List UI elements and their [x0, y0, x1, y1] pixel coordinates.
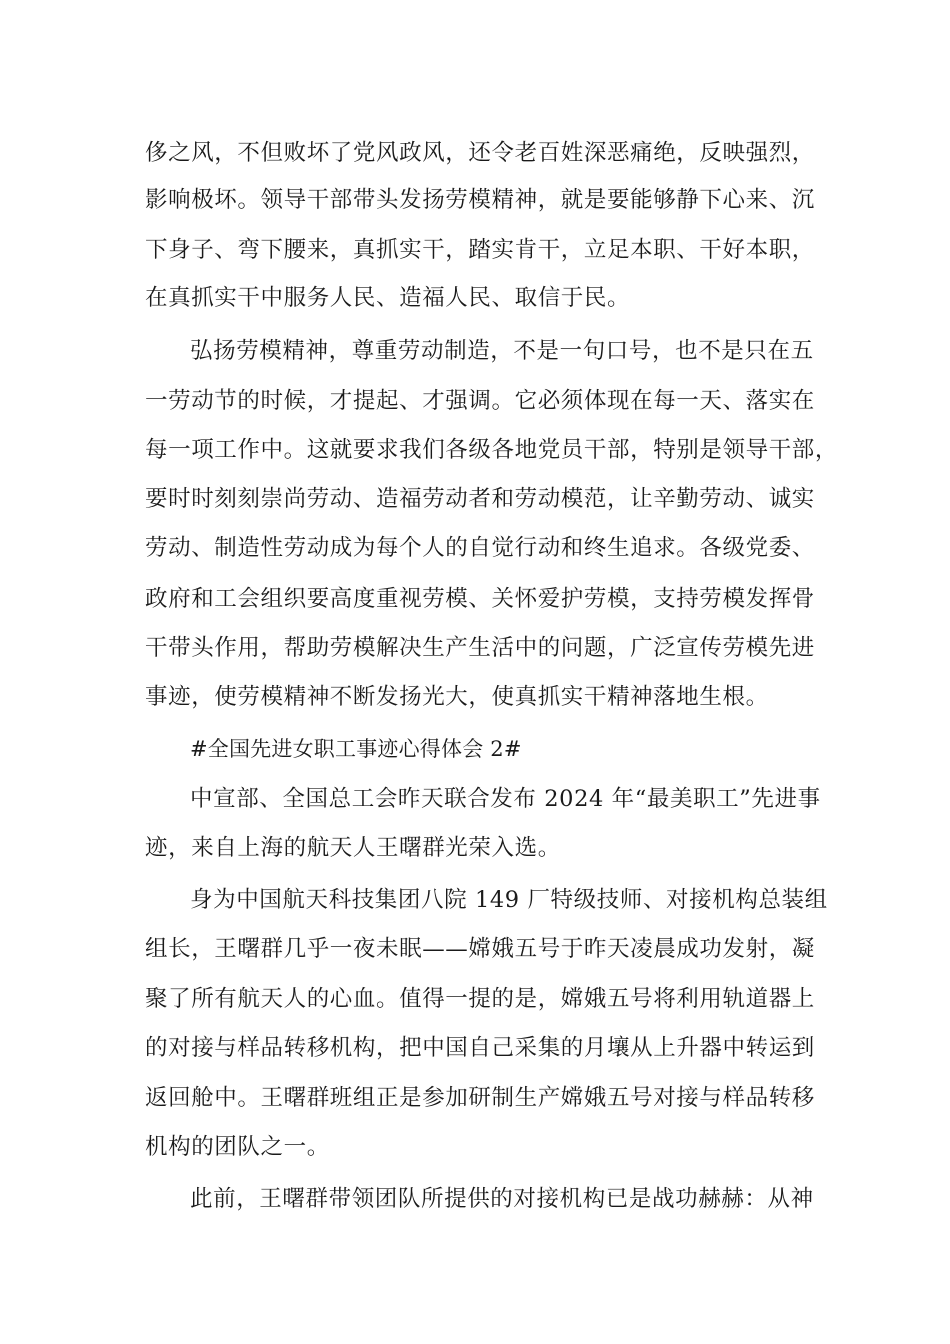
paragraph-4-line-2: 组长，王曙群几乎一夜未眠——嫦娥五号于昨天凌晨成功发射，凝	[145, 936, 815, 962]
paragraph-4-line-5: 返回舱中。王曙群班组正是参加研制生产嫦娥五号对接与样品转移	[145, 1085, 815, 1111]
paragraph-1-line-2: 影响极坏。领导干部带头发扬劳模精神，就是要能够静下心来、沉	[145, 187, 815, 213]
paragraph-2-line-3: 每一项工作中。这就要求我们各级各地党员干部，特别是领导干部，	[145, 437, 839, 463]
paragraph-1-line-3: 下身子、弯下腰来，真抓实干，踏实肯干，立足本职、干好本职，	[145, 237, 815, 263]
paragraph-1-line-1: 侈之风，不但败坏了党风政风，还令老百姓深恶痛绝，反映强烈，	[145, 140, 815, 166]
paragraph-2-line-2: 一劳动节的时候，才提起、才强调。它必须体现在每一天、落实在	[145, 388, 815, 414]
paragraph-2-line-6: 政府和工会组织要高度重视劳模、关怀爱护劳模，支持劳模发挥骨	[145, 586, 815, 612]
paragraph-3-line-2: 迹，来自上海的航天人王曙群光荣入选。	[145, 835, 561, 861]
paragraph-4-line-6: 机构的团队之一。	[145, 1134, 330, 1160]
paragraph-3-line-1: 中宣部、全国总工会昨天联合发布 2024 年“最美职工”先进事	[190, 786, 821, 812]
paragraph-2-line-5: 劳动、制造性劳动成为每个人的自觉行动和终生追求。各级党委、	[145, 535, 815, 561]
paragraph-5-line-1: 此前，王曙群带领团队所提供的对接机构已是战功赫赫：从神	[190, 1186, 814, 1212]
paragraph-1-line-4: 在真抓实干中服务人民、造福人民、取信于民。	[145, 285, 631, 311]
paragraph-2-line-1: 弘扬劳模精神，尊重劳动制造，不是一句口号，也不是只在五	[190, 338, 814, 364]
paragraph-2-line-4: 要时时刻刻崇尚劳动、造福劳动者和劳动模范，让辛勤劳动、诚实	[145, 486, 815, 512]
paragraph-2-line-7: 干带头作用，帮助劳模解决生产生活中的问题，广泛宣传劳模先进	[145, 635, 815, 661]
paragraph-4-line-4: 的对接与样品转移机构，把中国自己采集的月壤从上升器中转运到	[145, 1035, 815, 1061]
paragraph-4-line-1: 身为中国航天科技集团八院 149 厂特级技师、对接机构总装组	[190, 887, 828, 913]
paragraph-2-line-8: 事迹，使劳模精神不断发扬光大，使真抓实干精神落地生根。	[145, 684, 769, 710]
paragraph-4-line-3: 聚了所有航天人的心血。值得一提的是，嫦娥五号将利用轨道器上	[145, 986, 815, 1012]
section-heading: #全国先进女职工事迹心得体会 2#	[190, 737, 522, 761]
